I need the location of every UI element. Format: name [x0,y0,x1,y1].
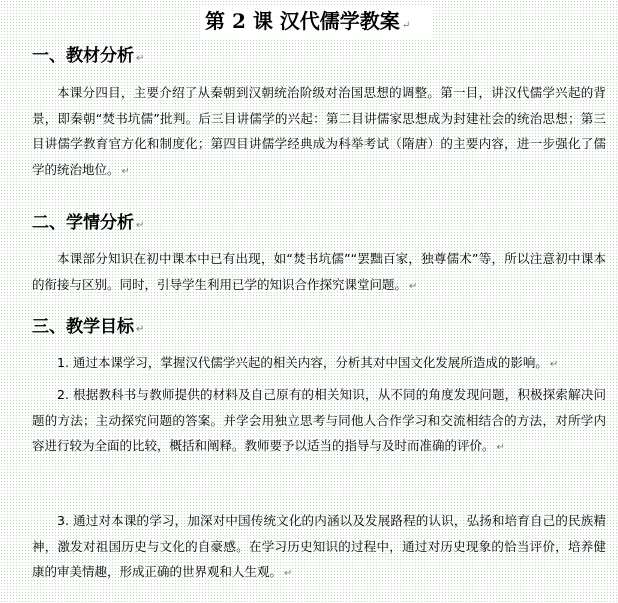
section-heading-text: 二、学情分析 [32,213,134,233]
section-heading-2 [32,212,144,237]
objective-3-paragraph [32,508,606,587]
document-title [205,9,410,38]
objective-1-paragraph [32,350,606,378]
paragraph-mark-icon: ↵ [136,324,145,335]
paragraph-mark-icon: ↵ [121,165,130,177]
paragraph-mark-icon: ↵ [549,359,559,370]
section-heading-text: 一、教材分析 [32,46,134,66]
paragraph-mark-icon: ↵ [136,220,145,231]
section-2-paragraph [32,246,606,299]
paragraph-text: 1. 通过本课学习，掌握汉代儒学兴起的相关内容，分析其对中国文化发展所造成的影响。 [57,355,548,370]
paragraph-text: 2. 根据教科书与教师提供的材料及自己原有的相关知识，从不同的角度发现问题，积极探索解决问题的方法；主动探究问题的答案。并学会用独立思考与同他人合作学习和交流相结合的方法，对所学内容进行较为全面的比较，概括和阐释。教师要予以适当的指导与及时而准确的评价。 [32,387,606,453]
document-title-text: 第 2 课 汉代儒学教案 [205,9,400,33]
section-heading-text: 三、教学目标 [32,317,134,337]
paragraph-mark-icon: ↵ [136,53,145,64]
paragraph-text: 本课部分知识在初中课本中已有出现，如“焚书坑儒”“罢黜百家，独尊儒术”等，所以注意初中课本的衔接与区别。同时，引导学生利用已学的知识合作探究课堂问题。 [32,251,606,292]
objective-2-paragraph [32,382,606,461]
paragraph-text: 本课分四目，主要介绍了从秦朝到汉朝统治阶级对治国思想的调整。第一目，讲汉代儒学兴起的背景，即秦朝“焚书坑儒”批判。后三目讲儒学的兴起：第二目讲儒家思想成为封建社会的统治思想；第三目讲儒学教育官方化和制度化；第四目讲儒学经典成为科举考试（隋唐）的主要内容，进一步强化了儒学的统治地位。 [32,85,606,177]
section-heading-1 [32,45,144,70]
paragraph-mark-icon: ↵ [401,20,411,31]
paragraph-text: 3. 通过对本课的学习，加深对中国传统文化的内涵以及发展路程的认识，弘扬和培育自己的民族精神，激发对祖国历史与文化的自豪感。在学习历史知识的过程中，通过对历史现象的恰当评价，培养健康的审美情趣，形成正确的世界观和人生观。 [32,513,606,579]
paragraph-mark-icon: ↵ [496,442,505,453]
paragraph-mark-icon: ↵ [284,568,293,579]
section-1-paragraph [32,80,606,184]
section-heading-3 [32,316,144,341]
paragraph-mark-icon: ↵ [409,280,418,292]
